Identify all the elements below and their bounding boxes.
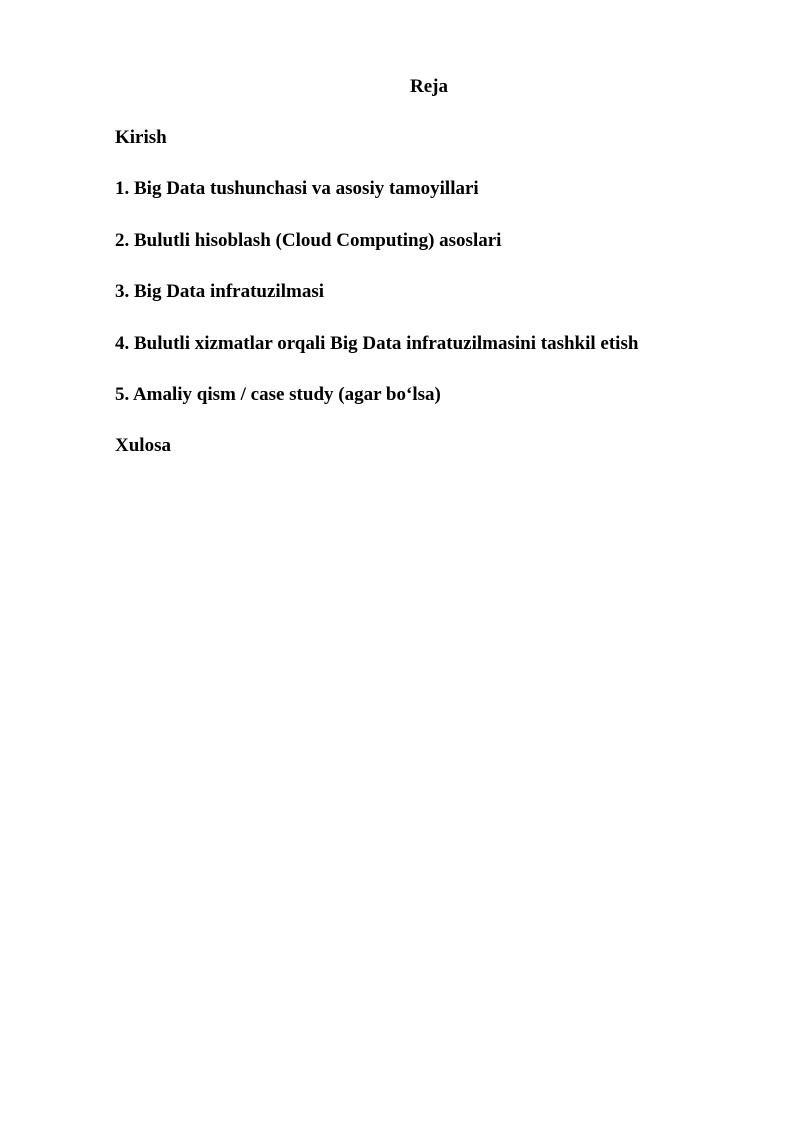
page-title: Reja bbox=[410, 76, 448, 97]
toc-item-section-2: 2. Bulutli hisoblash (Cloud Computing) asoslari bbox=[115, 229, 502, 251]
toc-item-section-5: 5. Amaliy qism / case study (agar bo‘lsa) bbox=[115, 383, 441, 405]
toc-item-section-4: 4. Bulutli xizmatlar orqali Big Data infratuzilmasini tashkil etish bbox=[115, 332, 639, 354]
toc-item-conclusion: Xulosa bbox=[115, 435, 171, 457]
toc-item-introduction: Kirish bbox=[115, 127, 167, 148]
toc-item-section-3: 3. Big Data infratuzilmasi bbox=[115, 281, 324, 303]
toc-item-section-1: 1. Big Data tushunchasi va asosiy tamoyillari bbox=[115, 178, 479, 200]
table-of-contents bbox=[115, 126, 638, 486]
